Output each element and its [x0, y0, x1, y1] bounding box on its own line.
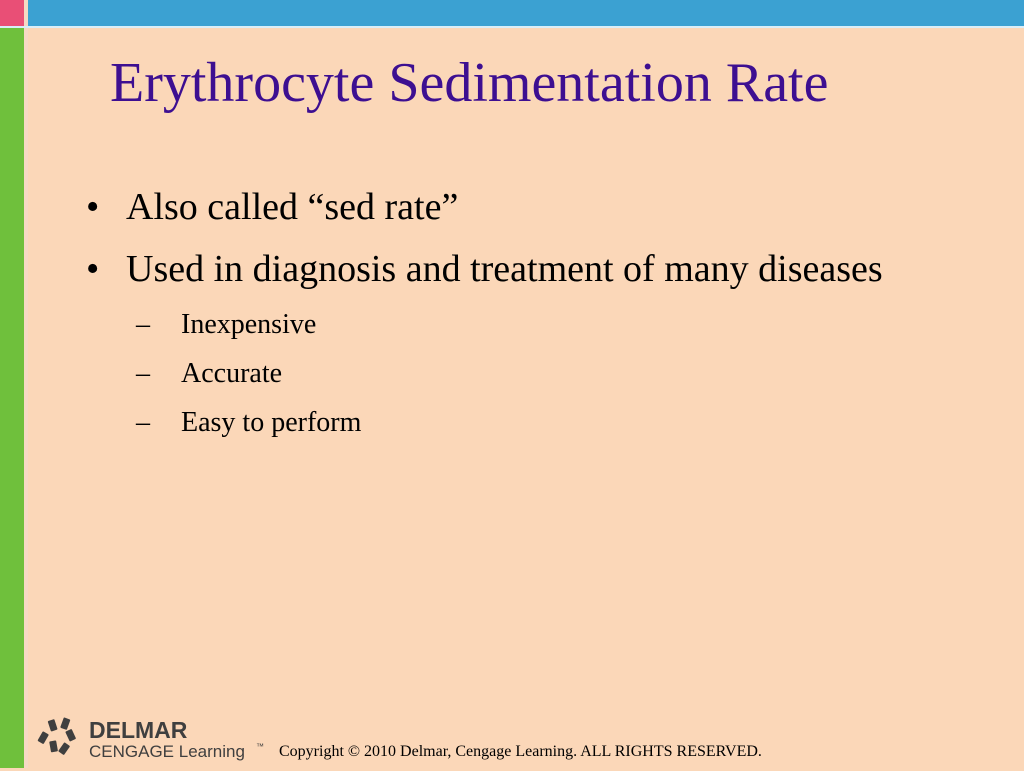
sub-bullet-item: [136, 300, 926, 349]
sub-bullet-text: Easy to perform: [181, 407, 362, 438]
sub-bullet-mark: –: [136, 358, 150, 389]
sub-bullet-item: [136, 349, 926, 398]
corner-accent-square: [0, 0, 28, 26]
logo-text-top: DELMAR: [89, 717, 188, 743]
bullet-text: Also called “sed rate”: [126, 186, 459, 228]
left-accent-bar: [0, 28, 28, 768]
sub-bullet-mark: –: [136, 407, 150, 438]
bullet-item: [86, 180, 926, 234]
bullet-list: [86, 180, 926, 455]
logo-trademark: ™: [256, 742, 264, 751]
copyright-notice: Copyright © 2010 Delmar, Cengage Learning. ALL RIGHTS RESERVED.: [279, 743, 762, 760]
sub-bullet-item: [136, 398, 926, 447]
logo-text-bottom: CENGAGE Learning: [89, 742, 245, 761]
bullet-text: Used in diagnosis and treatment of many diseases: [126, 248, 883, 290]
sub-bullet-list: [126, 300, 926, 447]
top-accent-bar: [0, 0, 1024, 26]
sub-bullet-text: Accurate: [181, 358, 283, 389]
logo-graphic: [34, 712, 274, 766]
delmar-cengage-logo: [34, 712, 274, 766]
sub-bullet-text: Inexpensive: [181, 309, 317, 340]
bullet-mark: •: [86, 248, 100, 290]
bullet-mark: •: [86, 186, 100, 228]
slide-title: Erythrocyte Sedimentation Rate: [110, 52, 829, 114]
sub-bullet-mark: –: [136, 309, 150, 340]
bullet-item: [86, 242, 926, 447]
logo-mark-icon: [37, 717, 76, 755]
